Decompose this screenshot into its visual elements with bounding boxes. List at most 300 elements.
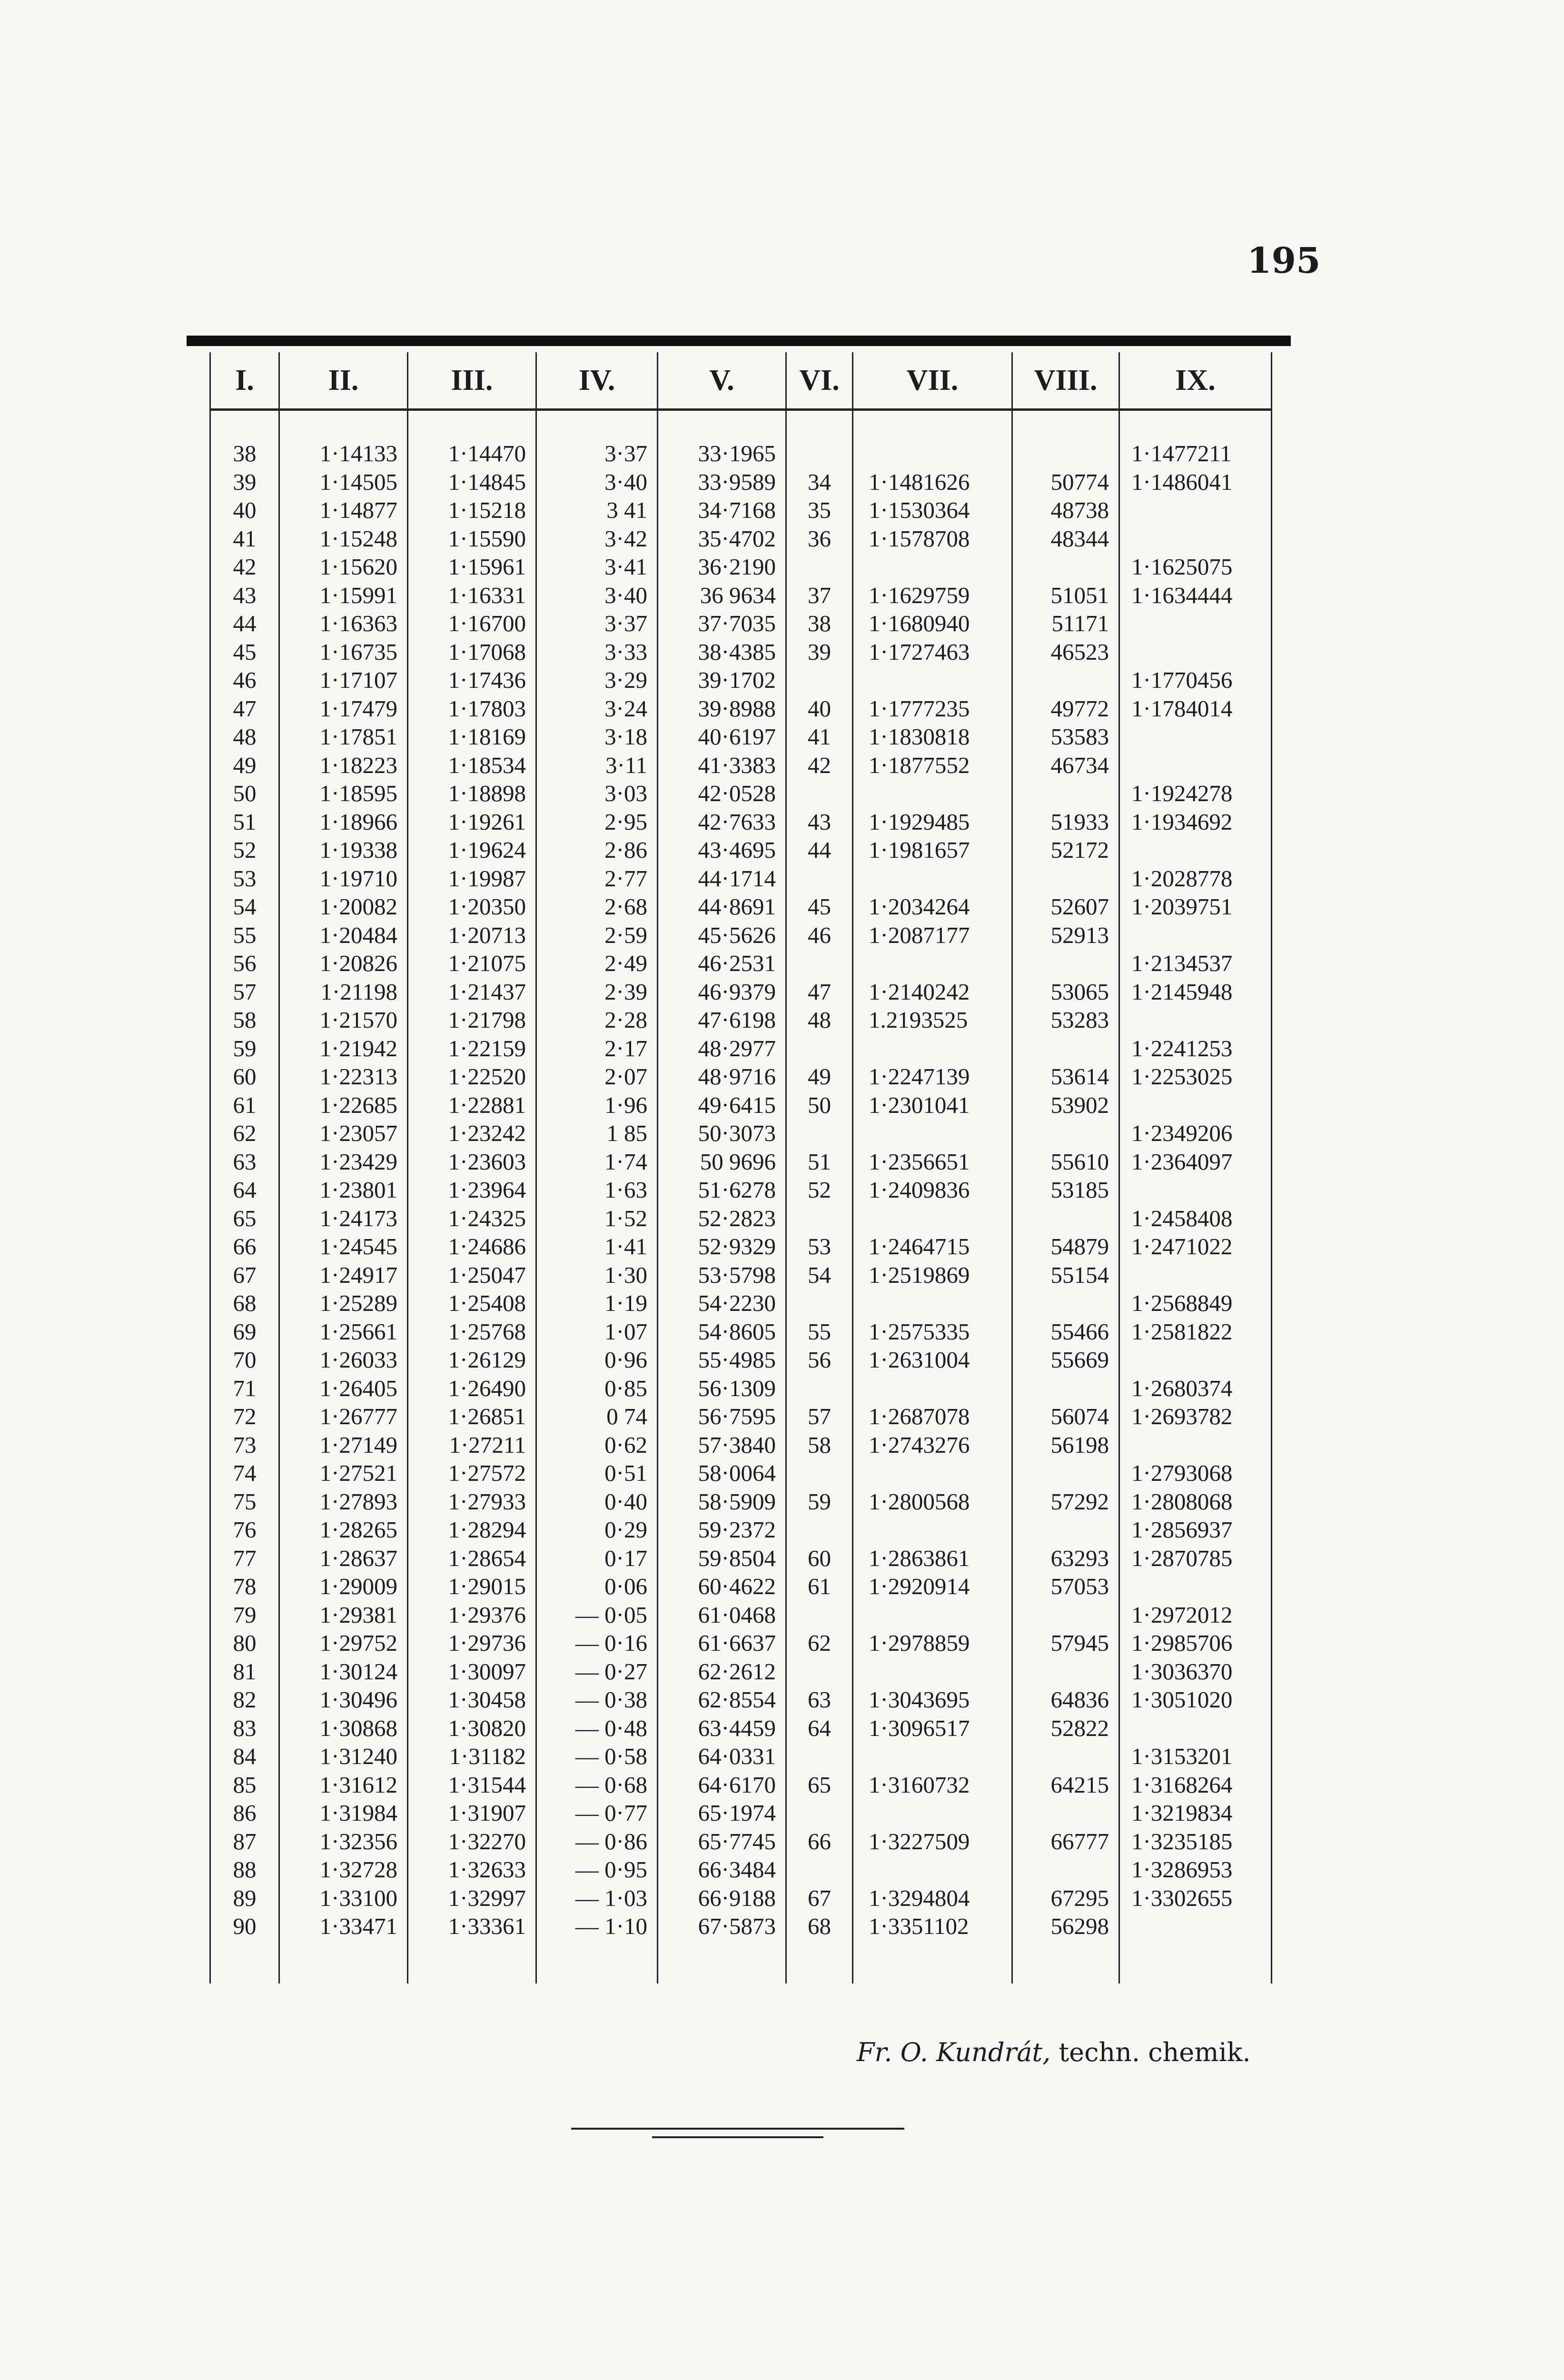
table-cell-col-ii: 1·28637 — [279, 1544, 408, 1573]
signature-name: Fr. O. Kundrát, — [857, 2037, 1051, 2067]
table-cell-col-v: 36·2190 — [658, 553, 786, 581]
table-cell-col-vi: 64 — [786, 1714, 853, 1743]
table-cell-col-i: 77 — [210, 1544, 279, 1573]
table-cell-col-iii: 1·33361 — [408, 1912, 536, 1941]
table-cell-col-viii: 56074 — [1012, 1402, 1119, 1431]
table-cell-col-ix: 1·1634444 — [1119, 581, 1272, 610]
table-cell-col-ii: 1·26777 — [279, 1402, 408, 1431]
table-cell-col-ix — [1119, 836, 1272, 864]
table-cell-col-ii: 1·14877 — [279, 496, 408, 525]
table-cell-col-iii: 1·31182 — [408, 1742, 536, 1771]
table-cell-col-vi — [786, 1289, 853, 1318]
table-cell-col-iii: 1·30458 — [408, 1686, 536, 1714]
table-cell-col-vi — [786, 1657, 853, 1686]
table-cell-col-i: 49 — [210, 751, 279, 780]
table-cell-col-viii: 53902 — [1012, 1091, 1119, 1120]
table-cell-col-ix: 1·3286953 — [1119, 1855, 1272, 1884]
table-cell-col-v: 39·1702 — [658, 666, 786, 694]
table-cell-col-viii — [1012, 1799, 1119, 1827]
table-cell-col-viii: 53283 — [1012, 1006, 1119, 1034]
table-cell-col-iv: 2·77 — [536, 864, 658, 893]
table-cell-col-ii: 1·31240 — [279, 1742, 408, 1771]
table-cell-col-ii: 1·26405 — [279, 1374, 408, 1403]
table-cell-col-viii: 55466 — [1012, 1318, 1119, 1346]
table-cell-col-iii: 1·19261 — [408, 808, 536, 836]
table-cell-col-vi: 65 — [786, 1771, 853, 1799]
table-cell-col-ii: 1·30496 — [279, 1686, 408, 1714]
table-row — [210, 694, 1272, 723]
table-cell-col-vii: 1·1629759 — [853, 581, 1012, 610]
table-cell-col-vii — [853, 553, 1012, 581]
table-cell-col-vi — [786, 1119, 853, 1148]
table-cell-col-iv: 3·40 — [536, 581, 658, 610]
table-cell-col-vii — [853, 949, 1012, 978]
table-cell-col-iv: 1·63 — [536, 1176, 658, 1204]
table-cell-col-ii: 1·25661 — [279, 1318, 408, 1346]
table-cell-col-iii: 1·20713 — [408, 921, 536, 950]
table-cell-col-iv: 2·59 — [536, 921, 658, 950]
table-cell-col-vii — [853, 1516, 1012, 1544]
table-cell-col-vii — [853, 864, 1012, 893]
table-cell-col-vi — [786, 666, 853, 694]
table-cell-col-vi: 35 — [786, 496, 853, 525]
table-cell-col-vii — [853, 1119, 1012, 1148]
table-cell-col-ix — [1119, 525, 1272, 553]
table-cell-col-iii: 1·21075 — [408, 949, 536, 978]
table-cell-col-iii: 1·31544 — [408, 1771, 536, 1799]
table-cell-col-i: 56 — [210, 949, 279, 978]
page-number: 195 — [1247, 240, 1321, 281]
table-cell-col-v: 52·2823 — [658, 1204, 786, 1233]
table-cell-col-v: 35·4702 — [658, 525, 786, 553]
table-row — [210, 638, 1272, 666]
table-cell-col-viii: 51171 — [1012, 609, 1119, 638]
table-cell-col-iv: 3 41 — [536, 496, 658, 525]
table-cell-col-vii: 1·2140242 — [853, 978, 1012, 1006]
table-cell-col-iv: 2·86 — [536, 836, 658, 864]
table-cell-col-v: 45·5626 — [658, 921, 786, 950]
table-cell-col-ii: 1·26033 — [279, 1346, 408, 1374]
table-cell-col-ii: 1·19710 — [279, 864, 408, 893]
table-row — [210, 751, 1272, 780]
table-cell-col-v: 66·3484 — [658, 1855, 786, 1884]
table-cell-col-ix: 1·2693782 — [1119, 1402, 1272, 1431]
table-row — [210, 1855, 1272, 1884]
table-cell-col-ix: 1·2145948 — [1119, 978, 1272, 1006]
table-cell-col-i: 79 — [210, 1601, 279, 1629]
table-cell-col-vi: 56 — [786, 1346, 853, 1374]
table-cell-col-vi: 37 — [786, 581, 853, 610]
table-cell-col-ii: 1·28265 — [279, 1516, 408, 1544]
table-row — [210, 1261, 1272, 1289]
col-header-vi: VI. — [786, 352, 853, 410]
table-cell-col-vi: 39 — [786, 638, 853, 666]
table-cell-col-v: 42·0528 — [658, 779, 786, 808]
table-cell-col-iv: 2·68 — [536, 892, 658, 921]
table-cell-col-vii: 1·2575335 — [853, 1318, 1012, 1346]
table-cell-col-i: 54 — [210, 892, 279, 921]
table-cell-col-ii: 1·23429 — [279, 1148, 408, 1176]
table-cell-col-ii: 1·23057 — [279, 1119, 408, 1148]
table-cell-col-i: 66 — [210, 1232, 279, 1261]
table-cell-col-v: 59·2372 — [658, 1516, 786, 1544]
table-cell-col-vii: 1·2034264 — [853, 892, 1012, 921]
table-cell-col-viii: 64215 — [1012, 1771, 1119, 1799]
table-cell-col-iv: 3·29 — [536, 666, 658, 694]
table-cell-col-viii — [1012, 1657, 1119, 1686]
table-cell-col-ii: 1·27521 — [279, 1459, 408, 1488]
table-cell-col-v: 38·4385 — [658, 638, 786, 666]
table-cell-col-ix — [1119, 1431, 1272, 1459]
table-cell-col-iv: 0·29 — [536, 1516, 658, 1544]
table-cell-col-v: 63·4459 — [658, 1714, 786, 1743]
table-cell-col-vii — [853, 779, 1012, 808]
table-cell-col-ii: 1·19338 — [279, 836, 408, 864]
table-cell-col-iv: 0·85 — [536, 1374, 658, 1403]
table-cell-col-iii: 1·22159 — [408, 1034, 536, 1063]
table-cell-col-iii: 1·15590 — [408, 525, 536, 553]
table-cell-col-vi — [786, 553, 853, 581]
table-cell-col-vii — [853, 1374, 1012, 1403]
table-cell-col-viii — [1012, 779, 1119, 808]
table-cell-col-viii: 66777 — [1012, 1827, 1119, 1856]
table-cell-col-ix: 1·1784014 — [1119, 694, 1272, 723]
table-cell-col-vi: 41 — [786, 723, 853, 751]
table-cell-col-v: 40·6197 — [658, 723, 786, 751]
table-cell-col-ix: 1·1486041 — [1119, 468, 1272, 496]
table-cell-col-iii: 1·23242 — [408, 1119, 536, 1148]
table-row — [210, 1516, 1272, 1544]
table-cell-col-ii: 1·33471 — [279, 1912, 408, 1941]
table-cell-col-ix: 1·3219834 — [1119, 1799, 1272, 1827]
table-cell-col-i: 40 — [210, 496, 279, 525]
table-cell-col-v: 52·9329 — [658, 1232, 786, 1261]
table-cell-col-v: 50·3073 — [658, 1119, 786, 1148]
table-cell-col-iv: 3·41 — [536, 553, 658, 581]
table-cell-col-ii: 1·21198 — [279, 978, 408, 1006]
table-cell-col-ix: 1·2471022 — [1119, 1232, 1272, 1261]
table-cell-col-iii: 1·30097 — [408, 1657, 536, 1686]
table-cell-col-ii: 1·17851 — [279, 723, 408, 751]
table-cell-col-ix: 1·2568849 — [1119, 1289, 1272, 1318]
table-cell-col-vii — [853, 1204, 1012, 1233]
table-cell-col-v: 37·7035 — [658, 609, 786, 638]
table-cell-col-vii — [853, 1855, 1012, 1884]
table-cell-col-ii: 1·22685 — [279, 1091, 408, 1120]
table-cell-col-ix: 1·2972012 — [1119, 1601, 1272, 1629]
table-cell-col-vii — [853, 1289, 1012, 1318]
table-cell-col-v: 50 9696 — [658, 1148, 786, 1176]
table-cell-col-iv: 1·41 — [536, 1232, 658, 1261]
table-cell-col-ix — [1119, 1006, 1272, 1034]
table-cell-col-ii: 1·15991 — [279, 581, 408, 610]
table-cell-col-v: 62·8554 — [658, 1686, 786, 1714]
table-cell-col-vi: 62 — [786, 1629, 853, 1657]
table-cell-col-vi: 45 — [786, 892, 853, 921]
table-cell-col-iii: 1·16700 — [408, 609, 536, 638]
table-row — [210, 1912, 1272, 1941]
table-cell-col-viii — [1012, 1459, 1119, 1488]
table-cell-col-vi: 38 — [786, 609, 853, 638]
table-cell-col-iii: 1·32997 — [408, 1884, 536, 1913]
table-cell-col-i: 51 — [210, 808, 279, 836]
table-cell-col-ix — [1119, 496, 1272, 525]
table-cell-col-iv: 2·49 — [536, 949, 658, 978]
table-cell-col-iii: 1·15218 — [408, 496, 536, 525]
table-cell-col-iii: 1·14845 — [408, 468, 536, 496]
table-cell-col-iv: 0 74 — [536, 1402, 658, 1431]
table-cell-col-i: 45 — [210, 638, 279, 666]
table-cell-col-i: 65 — [210, 1204, 279, 1233]
table-row — [210, 1601, 1272, 1629]
table-cell-col-iii: 1·25047 — [408, 1261, 536, 1289]
table-cell-col-iv: 2·07 — [536, 1062, 658, 1091]
table-cell-col-iii: 1·21798 — [408, 1006, 536, 1034]
table-cell-col-i: 85 — [210, 1771, 279, 1799]
table-row — [210, 1827, 1272, 1856]
table-cell-col-viii: 49772 — [1012, 694, 1119, 723]
table-cell-col-ix: 1·2870785 — [1119, 1544, 1272, 1573]
table-cell-col-vii: 1·1929485 — [853, 808, 1012, 836]
table-row — [210, 439, 1272, 468]
table-row — [210, 1544, 1272, 1573]
table-cell-col-ii: 1·30124 — [279, 1657, 408, 1686]
table-cell-col-vi: 50 — [786, 1091, 853, 1120]
col-header-viii: VIII. — [1012, 352, 1119, 410]
table-row — [210, 1318, 1272, 1346]
table-cell-col-i: 87 — [210, 1827, 279, 1856]
table-cell-col-vi: 67 — [786, 1884, 853, 1913]
table-cell-col-v: 59·8504 — [658, 1544, 786, 1573]
table-cell-col-v: 67·5873 — [658, 1912, 786, 1941]
table-cell-col-vii: 1·1727463 — [853, 638, 1012, 666]
table-cell-col-ix: 1·2581822 — [1119, 1318, 1272, 1346]
table-cell-col-vii: 1·1981657 — [853, 836, 1012, 864]
table-row — [210, 779, 1272, 808]
table-cell-col-ii: 1·24545 — [279, 1232, 408, 1261]
table-cell-col-vi — [786, 1516, 853, 1544]
table-cell-col-iv: 0·06 — [536, 1572, 658, 1601]
table-cell-col-viii — [1012, 1742, 1119, 1771]
table-cell-col-v: 61·0468 — [658, 1601, 786, 1629]
signature — [857, 2037, 1251, 2067]
table-cell-col-vi: 59 — [786, 1488, 853, 1516]
table-cell-col-i: 63 — [210, 1148, 279, 1176]
table-cell-col-vi — [786, 1204, 853, 1233]
table-cell-col-i: 39 — [210, 468, 279, 496]
table-cell-col-viii: 53614 — [1012, 1062, 1119, 1091]
table-cell-col-ii: 1·25289 — [279, 1289, 408, 1318]
header-row — [210, 352, 1272, 410]
table-cell-col-viii: 48738 — [1012, 496, 1119, 525]
table-cell-col-iv: 3·40 — [536, 468, 658, 496]
table-top-rule — [187, 336, 1291, 346]
table-cell-col-v: 49·6415 — [658, 1091, 786, 1120]
table-body — [210, 410, 1272, 1983]
table-row — [210, 723, 1272, 751]
table-cell-col-vi — [786, 1855, 853, 1884]
table-row — [210, 1488, 1272, 1516]
table-row — [210, 609, 1272, 638]
table-cell-col-v: 66·9188 — [658, 1884, 786, 1913]
table-cell-col-vii — [853, 1799, 1012, 1827]
table-cell-col-viii: 64836 — [1012, 1686, 1119, 1714]
table-cell-col-vi: 47 — [786, 978, 853, 1006]
table-cell-col-iv: 2·17 — [536, 1034, 658, 1063]
table-cell-col-vi: 60 — [786, 1544, 853, 1573]
table-cell-col-iv: 3·03 — [536, 779, 658, 808]
table-cell-col-ix — [1119, 1261, 1272, 1289]
table-cell-col-ix: 1·1934692 — [1119, 808, 1272, 836]
table-cell-col-v: 39·8988 — [658, 694, 786, 723]
table-cell-col-iii: 1·32633 — [408, 1855, 536, 1884]
table-cell-col-viii: 55610 — [1012, 1148, 1119, 1176]
table-cell-col-vi: 68 — [786, 1912, 853, 1941]
table-cell-col-viii — [1012, 864, 1119, 893]
table-cell-col-vii: 1·3227509 — [853, 1827, 1012, 1856]
table-row — [210, 1771, 1272, 1799]
table-cell-col-i: 59 — [210, 1034, 279, 1063]
table-cell-col-i: 84 — [210, 1742, 279, 1771]
table-cell-col-v: 55·4985 — [658, 1346, 786, 1374]
table-cell-col-vii — [853, 1742, 1012, 1771]
table-cell-col-vi: 43 — [786, 808, 853, 836]
table-cell-col-viii: 52822 — [1012, 1714, 1119, 1743]
table-cell-col-iii: 1·22881 — [408, 1091, 536, 1120]
table-cell-col-ix: 1·2253025 — [1119, 1062, 1272, 1091]
table-cell-col-iv: 3·37 — [536, 439, 658, 468]
table-cell-col-v: 56·1309 — [658, 1374, 786, 1403]
table-cell-col-ix: 1·2856937 — [1119, 1516, 1272, 1544]
table-cell-col-vii: 1·3160732 — [853, 1771, 1012, 1799]
table-cell-col-viii: 51051 — [1012, 581, 1119, 610]
table-cell-col-vi: 40 — [786, 694, 853, 723]
table-cell-col-viii: 48344 — [1012, 525, 1119, 553]
table-cell-col-iv: — 0·68 — [536, 1771, 658, 1799]
table-cell-col-ix — [1119, 921, 1272, 950]
table-cell-col-ix: 1·2985706 — [1119, 1629, 1272, 1657]
table-cell-col-ix — [1119, 1572, 1272, 1601]
table-cell-col-v: 60·4622 — [658, 1572, 786, 1601]
table-cell-col-v: 57·3840 — [658, 1431, 786, 1459]
table-cell-col-iv: 0·17 — [536, 1544, 658, 1573]
table-cell-col-ii: 1·18966 — [279, 808, 408, 836]
table-cell-col-ii: 1·16363 — [279, 609, 408, 638]
table-cell-col-iv: — 0·48 — [536, 1714, 658, 1743]
table-cell-col-vii: 1·2464715 — [853, 1232, 1012, 1261]
table-row — [210, 921, 1272, 950]
table-cell-col-iii: 1·17068 — [408, 638, 536, 666]
table-cell-col-vi: 51 — [786, 1148, 853, 1176]
data-table — [209, 352, 1272, 1983]
table-cell-col-i: 82 — [210, 1686, 279, 1714]
table-cell-col-ii: 1·15248 — [279, 525, 408, 553]
table-cell-col-ix: 1·2458408 — [1119, 1204, 1272, 1233]
table-row — [210, 1431, 1272, 1459]
table-cell-col-iii: 1·28294 — [408, 1516, 536, 1544]
table-cell-col-iv: 0·96 — [536, 1346, 658, 1374]
table-cell-col-vi: 48 — [786, 1006, 853, 1034]
table-cell-col-vi: 61 — [786, 1572, 853, 1601]
table-cell-col-vi — [786, 779, 853, 808]
table-cell-col-v: 42·7633 — [658, 808, 786, 836]
table-cell-col-iii: 1·21437 — [408, 978, 536, 1006]
table-cell-col-vii: 1·1578708 — [853, 525, 1012, 553]
table-row — [210, 1176, 1272, 1204]
table-cell-col-vii — [853, 1459, 1012, 1488]
table-row — [210, 1034, 1272, 1063]
table-cell-col-viii: 52913 — [1012, 921, 1119, 950]
table-cell-col-iii: 1·26851 — [408, 1402, 536, 1431]
table-row — [210, 1742, 1272, 1771]
table-cell-col-vii — [853, 439, 1012, 468]
table-row — [210, 1686, 1272, 1714]
table-cell-col-ix: 1·2028778 — [1119, 864, 1272, 893]
table-cell-col-iii: 1·18534 — [408, 751, 536, 780]
table-cell-col-v: 64·6170 — [658, 1771, 786, 1799]
table-row — [210, 468, 1272, 496]
table-cell-col-iii: 1·23964 — [408, 1176, 536, 1204]
table-cell-col-v: 62·2612 — [658, 1657, 786, 1686]
table-cell-col-iii: 1·26129 — [408, 1346, 536, 1374]
table-cell-col-ii: 1·31984 — [279, 1799, 408, 1827]
table-cell-col-iii: 1·14470 — [408, 439, 536, 468]
table-row — [210, 1091, 1272, 1120]
table-cell-col-iv: — 0·95 — [536, 1855, 658, 1884]
table-cell-col-ix: 1·2680374 — [1119, 1374, 1272, 1403]
table-cell-col-ii: 1·17479 — [279, 694, 408, 723]
table-cell-col-vii: 1.2193525 — [853, 1006, 1012, 1034]
table-row — [210, 1572, 1272, 1601]
col-header-vii: VII. — [853, 352, 1012, 410]
table-cell-col-iv: 0·51 — [536, 1459, 658, 1488]
table-cell-col-ii: 1·32728 — [279, 1855, 408, 1884]
table-cell-col-iii: 1·24686 — [408, 1232, 536, 1261]
table-cell-col-viii — [1012, 1516, 1119, 1544]
table-cell-col-iv: 0·62 — [536, 1431, 658, 1459]
table-row — [210, 525, 1272, 553]
table-cell-col-iv: — 1·10 — [536, 1912, 658, 1941]
closing-rule-short — [652, 2136, 823, 2138]
table-cell-col-i: 80 — [210, 1629, 279, 1657]
table-cell-col-ii: 1·14505 — [279, 468, 408, 496]
table-cell-col-vi: 58 — [786, 1431, 853, 1459]
table-cell-col-iv: 1·07 — [536, 1318, 658, 1346]
table-cell-col-vii: 1·2356651 — [853, 1148, 1012, 1176]
table-row — [210, 1629, 1272, 1657]
table-cell-col-vi: 53 — [786, 1232, 853, 1261]
table-cell-col-iv: 1·74 — [536, 1148, 658, 1176]
table-cell-col-vii: 1·2863861 — [853, 1544, 1012, 1573]
table-cell-col-i: 38 — [210, 439, 279, 468]
table-cell-col-ii: 1·23801 — [279, 1176, 408, 1204]
table-cell-col-i: 68 — [210, 1289, 279, 1318]
table-cell-col-ix — [1119, 723, 1272, 751]
table-row — [210, 1346, 1272, 1374]
table-cell-col-vii: 1·1530364 — [853, 496, 1012, 525]
table-cell-col-i: 78 — [210, 1572, 279, 1601]
table-cell-col-ii: 1·20826 — [279, 949, 408, 978]
table-cell-col-iv: — 0·16 — [536, 1629, 658, 1657]
table-cell-col-i: 73 — [210, 1431, 279, 1459]
table-cell-col-iv: 2·39 — [536, 978, 658, 1006]
table-cell-col-i: 75 — [210, 1488, 279, 1516]
table-cell-col-vii: 1·1877552 — [853, 751, 1012, 780]
table-row — [210, 1119, 1272, 1148]
table-cell-col-ii: 1·18595 — [279, 779, 408, 808]
table-cell-col-vii — [853, 1034, 1012, 1063]
table-cell-col-iv: — 0·58 — [536, 1742, 658, 1771]
